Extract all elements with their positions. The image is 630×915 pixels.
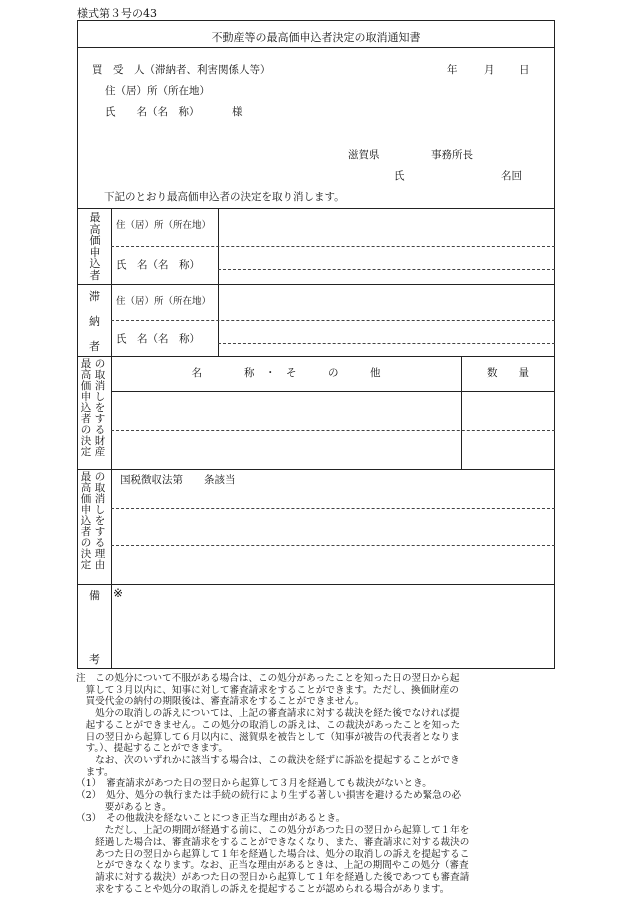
row-divider-4 [77,584,555,585]
issuer-seal: 名回 [501,170,522,182]
delinquent-label-3: 者 [89,340,100,353]
note-line: 経過した場合は、審査請求をすることができなくなり、また、審査請求に対する裁決の [76,836,470,848]
row-divider-3 [77,469,555,470]
label-column-line [111,208,112,669]
note-line: （3） その他裁決を経ないことにつき正当な理由があるとき。 [76,813,346,825]
delinquent-name-label: 氏 名（名 称） [116,333,200,345]
table-top-line [77,208,555,209]
date-day: 日 [519,64,530,76]
sub-label-column-line [218,208,219,356]
delinquent-address-label: 住（居）所（所在地） [116,296,212,307]
title-divider [77,47,555,48]
note-line: 求をすることや処分の取消しの訴えを提起することが認められる場合があります。 [76,883,450,895]
note-line: 買受代金の納付の期限後は、審査請求をすることができません。 [76,696,365,708]
note-line: ます。 [76,766,114,778]
form-title: 不動産等の最高価申込者決定の取消通知書 [211,31,421,44]
note-line: 注 この処分について不服がある場合は、この処分があったことを知った日の翌日から起 [76,673,460,684]
note-line: 処分の取消しの訴えについては、上記の審査請求に対する裁決を経た後でなければ提 [76,708,460,720]
remarks-label-bottom: 考 [89,653,100,666]
buyer-label: 買 受 人（滞納者、利害関係人等） [92,64,271,76]
highest-bidder-address-label: 住（居）所（所在地） [116,220,212,231]
notes-block [76,673,556,895]
highest-bidder-label: 最高価申込者 [89,211,101,282]
property-dashed-line [111,430,555,431]
delinquent-label-1: 滞 [89,290,100,303]
date-year: 年 [447,64,458,76]
highest-bidder-name-label: 氏 名（名 称） [116,259,200,271]
issuer-name-prefix: 氏 [394,170,405,182]
quantity-column-line [461,356,462,469]
note-line: あつた日の翌日から起算して１年を経過した場合は、処分の取消しの訴えを提起するこ [76,848,470,860]
delinquent-name-dashed-line [218,343,555,344]
issuer-prefecture: 滋賀県 [348,149,380,161]
note-line: 要があるとき。 [76,801,172,813]
intro-text: 下記のとおり最高価申込者の決定を取り消します。 [104,191,345,203]
form-number: 様式第３号の43 [77,7,157,20]
delinquent-label-2: 納 [89,315,100,328]
reason-text: 国税徴収法第 条該当 [120,474,236,486]
property-label-col-1: の取消しをする財産 [94,358,106,459]
property-label [78,359,108,458]
reason-dashed-line-2 [111,545,555,546]
note-line: 起することができません。この処分の取消しの訴えは、この裁決があったことを知った [76,719,461,731]
property-name-header: 名 称 ・ そ の 他 [191,367,381,379]
remarks-label-top: 備 [89,589,100,602]
reason-dashed-line-1 [111,508,555,509]
reason-label [78,472,108,571]
note-line: 算して３月以内に、知事に対して審査請求をすることができます。ただし、換価財産の [76,684,459,696]
row-divider-1 [77,284,555,285]
buyer-name-label: 氏 名（名 称） [105,106,200,118]
note-line: （2） 処分、処分の執行または手続の続行により生ずる著しい損害を避けるため緊急の必 [76,790,462,802]
reason-label-col-1: の取消しをする理由 [94,471,106,572]
row-divider-2 [77,356,555,357]
property-label-col-2: 最高価申込者の決定 [80,358,92,459]
note-line: （1） 審査請求があつた日の翌日から起算して３月を経過しても裁決がないとき。 [76,778,432,790]
buyer-honorific: 様 [232,106,243,118]
highest-bidder-dashed-line [111,246,555,247]
note-line: なお、次のいずれかに該当する場合は、この裁決を経ずに訴訟を提起することができ [76,754,460,766]
remarks-mark: ※ [113,586,124,600]
note-line: 日の翌日から起算して６月以内に、滋賀県を被告として（知事が被告の代表者となりま [76,731,460,743]
property-quantity-header: 数 量 [487,367,529,379]
highest-bidder-name-dashed-line [218,269,555,270]
buyer-address-label: 住（居）所（所在地） [105,85,210,97]
note-line: とができなくなります。なお、正当な理由があるときは、上記の期間やこの処分（審査 [76,860,469,872]
note-line: す。）、提起することができます。 [76,743,228,755]
date-month: 月 [484,64,495,76]
delinquent-dashed-line [111,320,555,321]
note-line: 請求に対する裁決）があつた日の翌日から起算して１年を経過した後であつても審査請 [76,871,470,883]
note-line: ただし、上記の期間が経過する前に、この処分があつた日の翌日から起算して１年を [76,825,470,837]
issuer-office: 事務所長 [431,149,473,161]
reason-label-col-2: 最高価申込者の決定 [80,471,92,572]
property-header-line [111,391,555,392]
